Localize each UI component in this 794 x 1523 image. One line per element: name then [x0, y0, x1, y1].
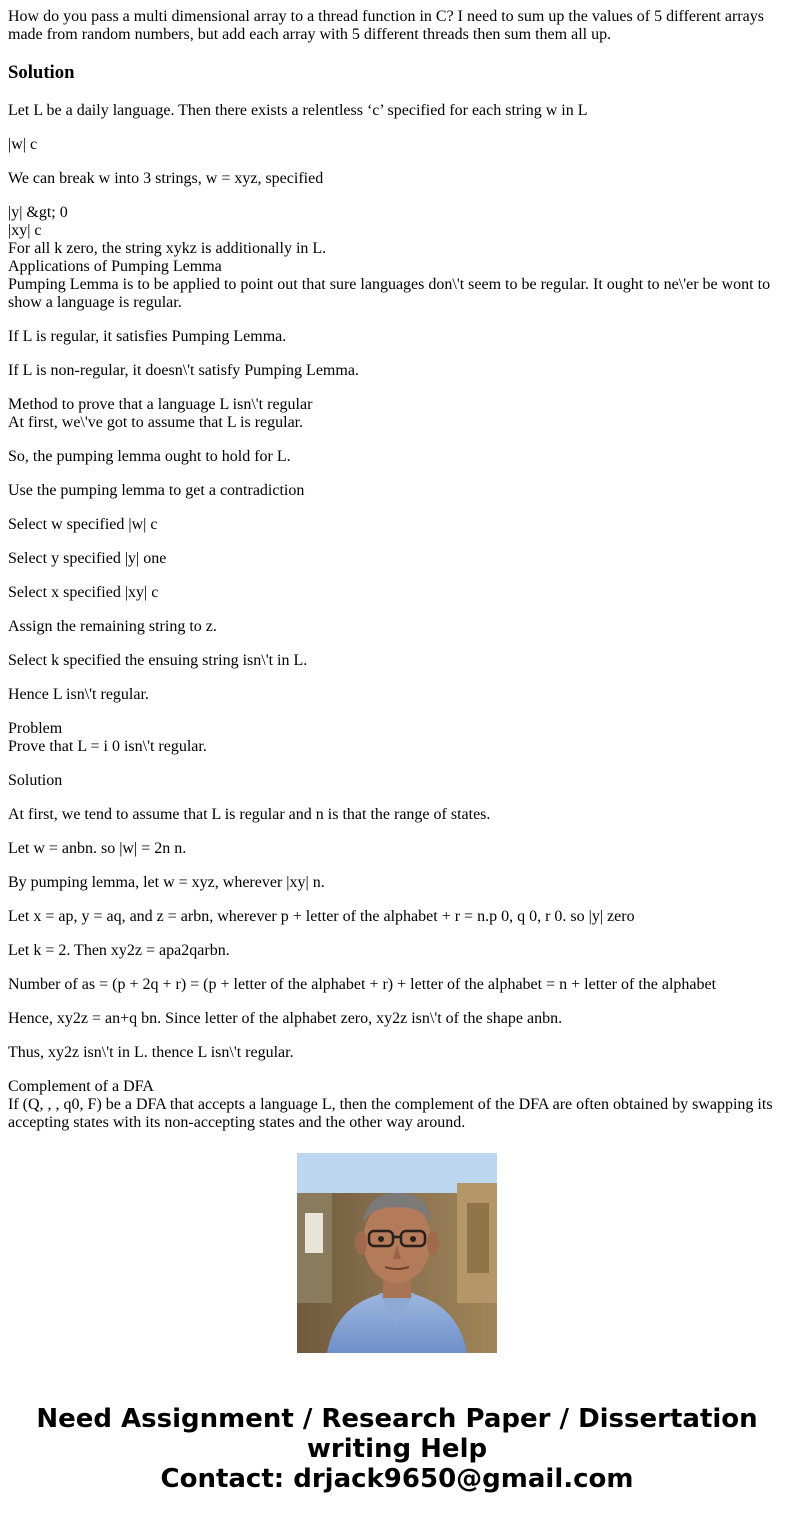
paragraph	[8, 618, 778, 636]
promo-line-1: Need Assignment / Research Paper / Dissertation	[36, 1404, 758, 1434]
paragraph	[8, 448, 778, 466]
paragraph-line: We can break w into 3 strings, w = xyz, specified	[8, 170, 324, 187]
paragraph-line: Pumping Lemma is to be applied to point out that sure languages don\'t seem to be regular. It ought to ne\'er be wont to show a language is regular.	[8, 276, 771, 311]
paragraph-line: Hence, xy2z = an+q bn. Since letter of the alphabet zero, xy2z isn\'t of the shape anbn.	[8, 1010, 563, 1027]
paragraph	[8, 482, 778, 500]
paragraph	[8, 908, 778, 926]
paragraph-line: Let x = ap, y = aq, and z = arbn, wherever p + letter of the alphabet + r = n.p 0, q 0, r 0. so |y| zero	[8, 908, 635, 925]
paragraph-line: Let k = 2. Then xy2z = apa2qarbn.	[8, 942, 230, 959]
paragraph	[8, 328, 778, 346]
paragraph-line: For all k zero, the string xykz is additionally in L.	[8, 240, 327, 257]
paragraph-line: If L is regular, it satisfies Pumping Lemma.	[8, 328, 287, 345]
question-text: How do you pass a multi dimensional array to a thread function in C? I need to sum up the values of 5 different arrays made from random numbers, but add each array with 5 different threads then sum them all up.	[8, 8, 764, 43]
solution-heading: Solution	[8, 62, 75, 83]
paragraph	[8, 136, 778, 154]
paragraph-line: Select w specified |w| c	[8, 516, 158, 533]
paragraph-line: Let w = anbn. so |w| = 2n n.	[8, 840, 187, 857]
paragraph-line: Problem	[8, 720, 63, 737]
paragraph	[8, 772, 778, 790]
person-photo-icon	[297, 1153, 497, 1353]
paragraph-line: Method to prove that a language L isn\'t regular	[8, 396, 313, 413]
solution-body	[8, 102, 778, 1132]
paragraph	[8, 584, 778, 602]
paragraph-line: |y| &gt; 0	[8, 204, 68, 221]
paragraph	[8, 686, 778, 704]
paragraph-line: Prove that L = i 0 isn\'t regular.	[8, 738, 207, 755]
paragraph	[8, 1044, 778, 1062]
author-avatar	[297, 1153, 497, 1353]
paragraph	[8, 874, 778, 892]
paragraph-line: Select k specified the ensuing string isn\'t in L.	[8, 652, 308, 669]
paragraph-line: Thus, xy2z isn\'t in L. thence L isn\'t regular.	[8, 1044, 294, 1061]
paragraph-line: If L is non-regular, it doesn\'t satisfy Pumping Lemma.	[8, 362, 359, 379]
paragraph	[8, 204, 778, 312]
paragraph	[8, 550, 778, 568]
paragraph	[8, 170, 778, 188]
paragraph	[8, 652, 778, 670]
paragraph	[8, 1010, 778, 1028]
paragraph-line: Complement of a DFA	[8, 1078, 154, 1095]
paragraph-line: At first, we tend to assume that L is regular and n is that the range of states.	[8, 806, 491, 823]
paragraph	[8, 976, 778, 994]
paragraph-line: Select y specified |y| one	[8, 550, 167, 567]
paragraph	[8, 362, 778, 380]
promo-line-2: writing Help	[306, 1434, 488, 1464]
promo-banner	[0, 1404, 794, 1494]
paragraph-line: So, the pumping lemma ought to hold for L.	[8, 448, 291, 465]
promo-contact: Contact: drjack9650@gmail.com	[160, 1464, 634, 1494]
paragraph	[8, 516, 778, 534]
paragraph-line: Assign the remaining string to z.	[8, 618, 217, 635]
paragraph-line: Select x specified |xy| c	[8, 584, 159, 601]
paragraph-line: Hence L isn\'t regular.	[8, 686, 149, 703]
paragraph	[8, 840, 778, 858]
paragraph-line: |xy| c	[8, 222, 42, 239]
paragraph	[8, 396, 778, 432]
paragraph	[8, 720, 778, 756]
paragraph-line: Let L be a daily language. Then there exists a relentless ‘c’ specified for each string w in L	[8, 102, 588, 119]
paragraph-line: Solution	[8, 772, 63, 789]
paragraph-line: Applications of Pumping Lemma	[8, 258, 222, 275]
paragraph	[8, 102, 778, 120]
paragraph-line: Use the pumping lemma to get a contradiction	[8, 482, 305, 499]
paragraph-line: Number of as = (p + 2q + r) = (p + letter of the alphabet + r) + letter of the alphabet = n + letter of the alphabet	[8, 976, 717, 993]
paragraph	[8, 806, 778, 824]
paragraph-line: |w| c	[8, 136, 38, 153]
paragraph	[8, 1078, 778, 1132]
paragraph-line: At first, we\'ve got to assume that L is regular.	[8, 414, 304, 431]
answer-content	[8, 8, 778, 1131]
paragraph-line: By pumping lemma, let w = xyz, wherever |xy| n.	[8, 874, 325, 891]
paragraph	[8, 942, 778, 960]
paragraph-line: If (Q, , , q0, F) be a DFA that accepts a language L, then the complement of the DFA are often obtained by swapping its accepting states with its non-accepting states and the other way around.	[8, 1096, 773, 1131]
